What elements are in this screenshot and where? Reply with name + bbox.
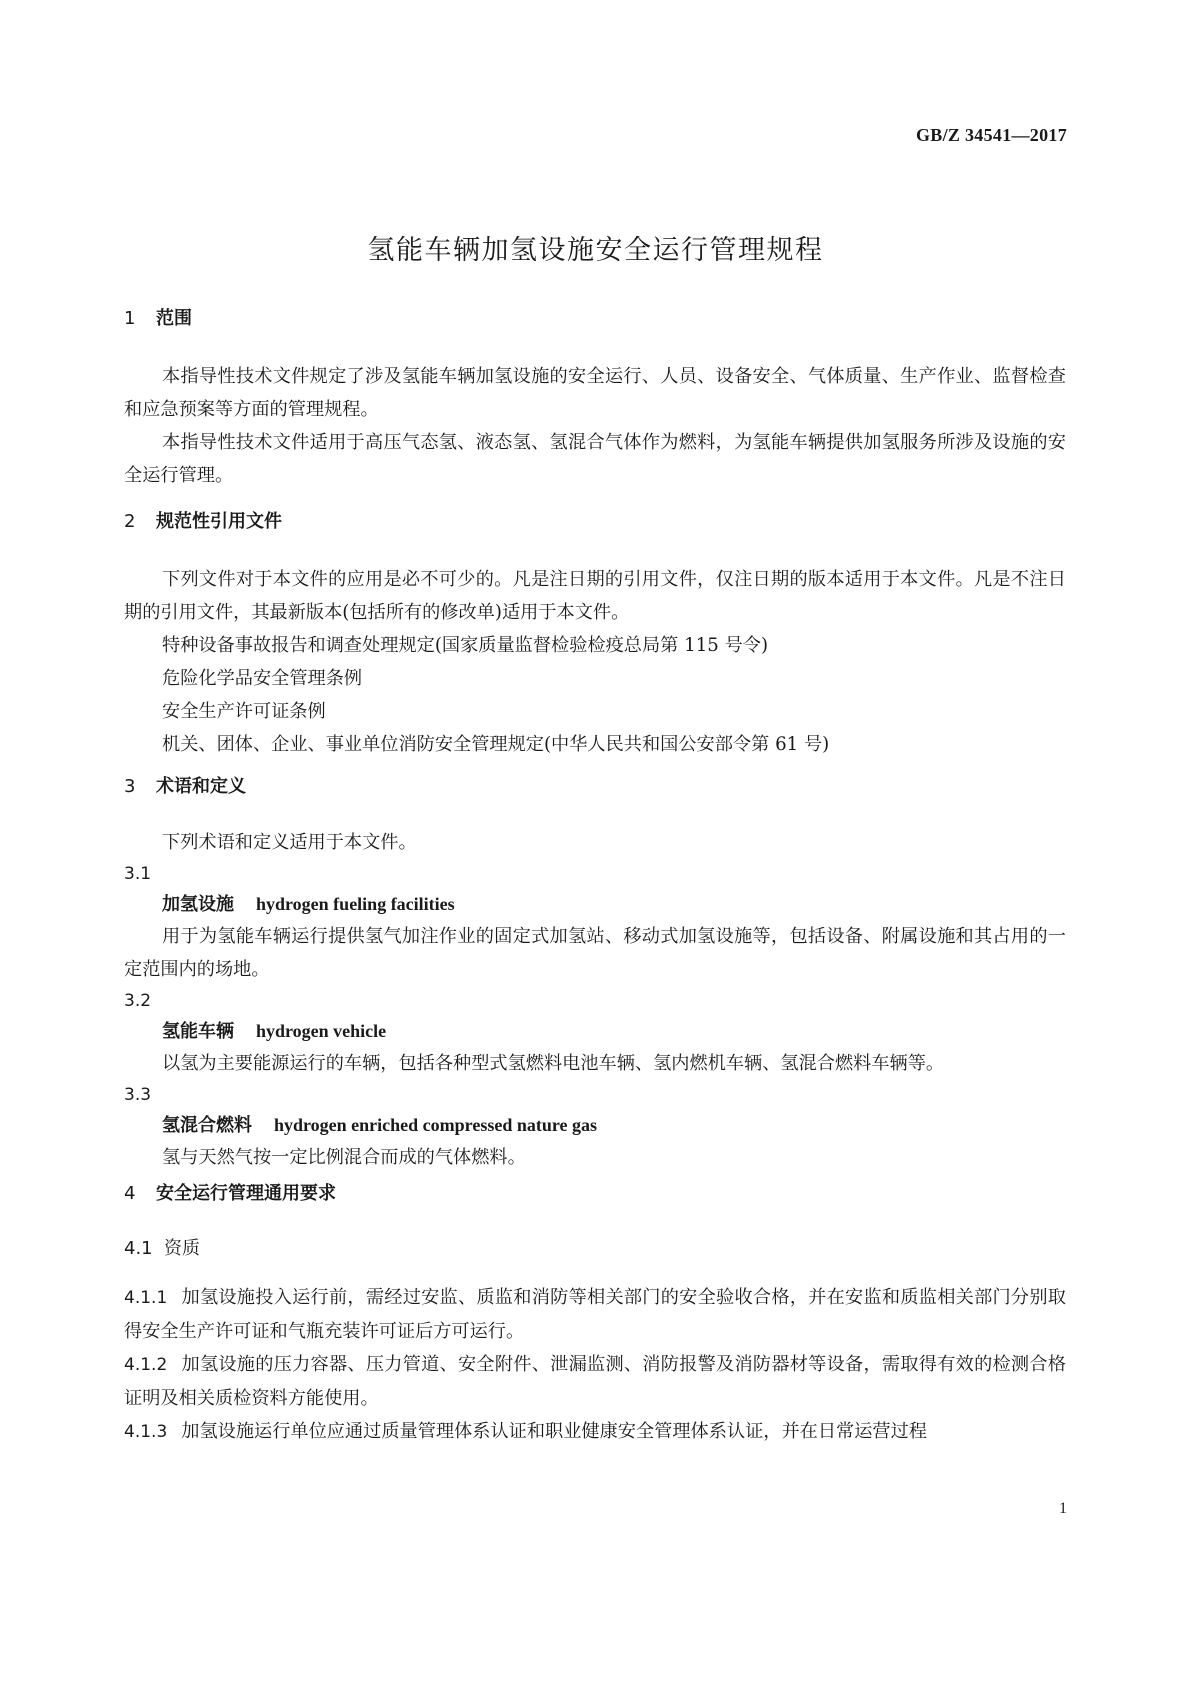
section-2-body (124, 563, 1066, 761)
clause-number: 4.1.3 (124, 1422, 168, 1442)
term-zh: 加氢设施 (162, 894, 234, 915)
section-4-body (124, 1281, 1066, 1449)
reference-item: 机关、团体、企业、事业单位消防安全管理规定(中华人民共和国公安部令第 61 号) (162, 734, 830, 755)
section-title: 安全运行管理通用要求 (156, 1183, 336, 1204)
clause-text: 加氢设施投入运行前，需经过安监、质监和消防等相关部门的安全验收合格，并在安监和质监相关部门分别取得安全生产许可证和气瓶充装许可证后方可运行。 (124, 1287, 1066, 1342)
section-title: 术语和定义 (156, 776, 246, 797)
section-number: 3 (124, 776, 136, 797)
clause (124, 1348, 1066, 1415)
term-definition: 用于为氢能车辆运行提供氢气加注作业的固定式加氢站、移动式加氢设施等，包括设备、附属设施和其占用的一定范围内的场地。 (124, 926, 1066, 980)
paragraph: 下列文件对于本文件的应用是必不可少的。凡是注日期的引用文件，仅注日期的版本适用于本文件。凡是不注日期的引用文件，其最新版本(包括所有的修改单)适用于本文件。 (124, 569, 1066, 623)
term-en: hydrogen enriched compressed nature gas (274, 1115, 598, 1135)
paragraph: 下列术语和定义适用于本文件。 (162, 832, 417, 853)
document-title: 氢能车辆加氢设施安全运行管理规程 (367, 235, 824, 266)
paragraph: 本指导性技术文件规定了涉及氢能车辆加氢设施的安全运行、人员、设备安全、气体质量、生产作业、监督检查和应急预案等方面的管理规程。 (124, 366, 1066, 420)
page-number: 1 (1059, 1500, 1067, 1517)
section-title: 范围 (156, 308, 192, 329)
section-4-heading (124, 1182, 1066, 1206)
section-number: 1 (124, 308, 136, 329)
term-zh: 氢混合燃料 (162, 1115, 252, 1136)
clause (124, 1415, 1066, 1449)
clause-text: 加氢设施运行单位应通过质量管理体系认证和职业健康安全管理体系认证，并在日常运营过程 (181, 1421, 927, 1442)
term-entry (124, 889, 1066, 920)
clause-number: 4.1.1 (124, 1288, 168, 1308)
section-number: 2 (124, 511, 136, 532)
section-1-body (124, 360, 1066, 492)
term-entry (124, 1016, 1066, 1047)
term-definition: 以氢为主要能源运行的车辆，包括各种型式氢燃料电池车辆、氢内燃机车辆、氢混合燃料车辆等。 (162, 1053, 945, 1074)
standard-code: GB/Z 34541—2017 (915, 125, 1067, 145)
term-entry (124, 1110, 1066, 1141)
clause (124, 1281, 1066, 1348)
term-zh: 氢能车辆 (162, 1021, 234, 1042)
reference-item: 特种设备事故报告和调查处理规定(国家质量监督检验检疫总局第 115 号令) (162, 635, 769, 656)
paragraph: 本指导性技术文件适用于高压气态氢、液态氢、氢混合气体作为燃料，为氢能车辆提供加氢服务所涉及设施的安全运行管理。 (124, 432, 1066, 486)
clause-number: 4.1.2 (124, 1355, 168, 1375)
section-2-heading (124, 510, 1066, 534)
term-number: 3.3 (124, 1085, 152, 1105)
section-3-body (124, 826, 1066, 1174)
section-3-heading (124, 775, 1066, 799)
term-definition: 氢与天然气按一定比例混合而成的气体燃料。 (162, 1147, 526, 1168)
subsection-4-1-heading (124, 1237, 1066, 1261)
term-number: 3.2 (124, 991, 152, 1011)
section-number: 4 (124, 1183, 136, 1204)
section-1-heading (124, 307, 1066, 331)
term-en: hydrogen vehicle (256, 1021, 387, 1041)
subsection-number: 4.1 (124, 1238, 153, 1259)
term-en: hydrogen fueling facilities (256, 894, 455, 914)
reference-item: 危险化学品安全管理条例 (162, 668, 363, 689)
clause-text: 加氢设施的压力容器、压力管道、安全附件、泄漏监测、消防报警及消防器材等设备，需取得有效的检测合格证明及相关质检资料方能使用。 (124, 1354, 1066, 1409)
section-title: 规范性引用文件 (156, 511, 282, 532)
subsection-title: 资质 (164, 1238, 200, 1259)
reference-item: 安全生产许可证条例 (162, 701, 326, 722)
term-number: 3.1 (124, 864, 152, 884)
